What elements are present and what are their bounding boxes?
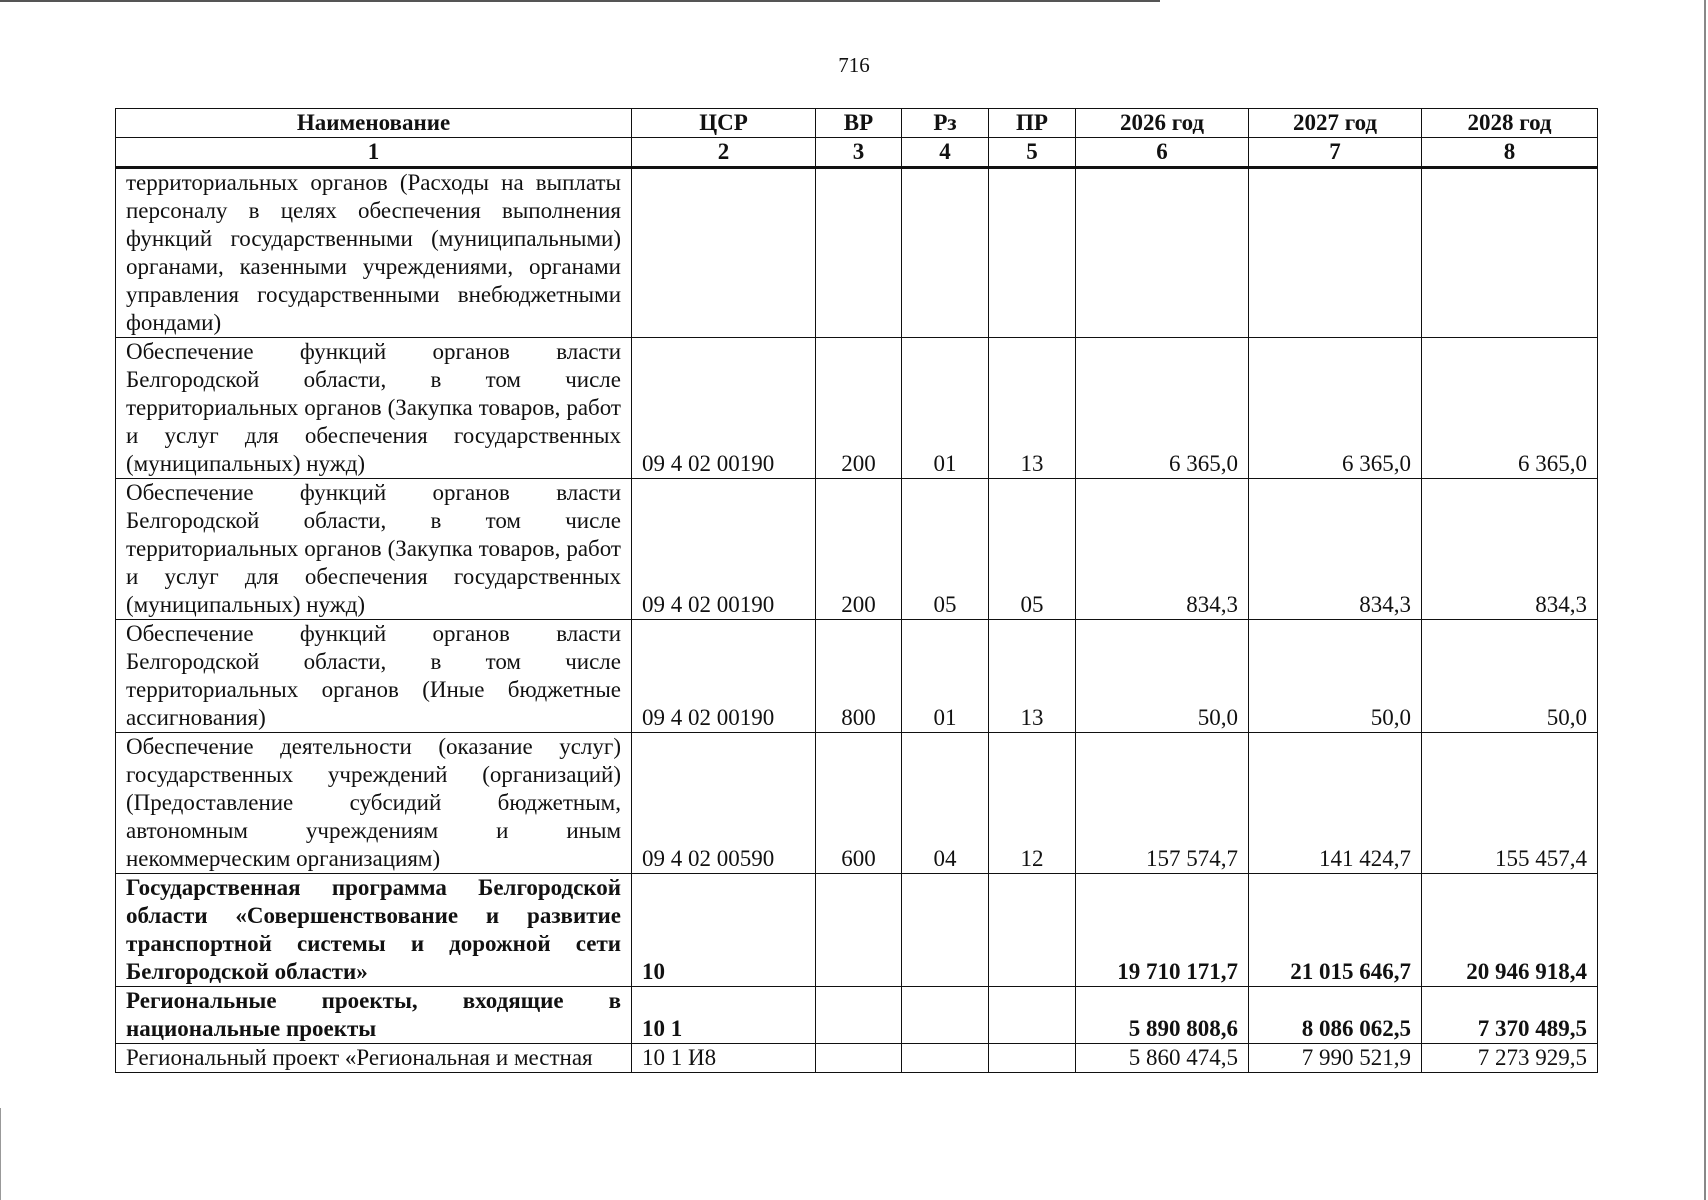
header-2027: 2027 год [1249, 109, 1422, 138]
column-number: 2 [632, 138, 816, 168]
cell-vr: 200 [816, 338, 902, 479]
cell-name: Обеспечение деятельности (оказание услуг) государственных учреждений (организаций) (Предоставление субсидий бюджетным, автономным учреждениям и иным некоммерческим организациям) [116, 733, 632, 874]
cell-pr [989, 874, 1076, 987]
scan-edge-top [0, 0, 1160, 2]
cell-2026: 6 365,0 [1076, 338, 1249, 479]
column-number: 4 [902, 138, 989, 168]
table-row [116, 987, 1598, 1044]
cell-name: территориальных органов (Расходы на выплаты персоналу в целях обеспечения выполнения функций государственными (муниципальными) органами, казенными учреждениями, органами управления государственными внебюджетными фондами) [116, 168, 632, 338]
cell-vr [816, 1044, 902, 1073]
table-row [116, 620, 1598, 733]
cell-2028: 50,0 [1422, 620, 1598, 733]
column-number: 3 [816, 138, 902, 168]
cell-2028: 7 370 489,5 [1422, 987, 1598, 1044]
cell-2027: 834,3 [1249, 479, 1422, 620]
cell-name: Государственная программа Белгородской области «Совершенствование и развитие транспортной системы и дорожной сети Белгородской области» [116, 874, 632, 987]
cell-rz [902, 168, 989, 338]
table-row [116, 168, 1598, 338]
cell-2027: 141 424,7 [1249, 733, 1422, 874]
cell-rz [902, 987, 989, 1044]
cell-2026: 157 574,7 [1076, 733, 1249, 874]
cell-2026: 5 890 808,6 [1076, 987, 1249, 1044]
column-number: 1 [116, 138, 632, 168]
cell-2028: 834,3 [1422, 479, 1598, 620]
column-number: 5 [989, 138, 1076, 168]
table-row [116, 479, 1598, 620]
cell-rz: 01 [902, 620, 989, 733]
column-number: 8 [1422, 138, 1598, 168]
header-name: Наименование [116, 109, 632, 138]
cell-2028 [1422, 168, 1598, 338]
cell-name: Региональный проект «Региональная и местная [116, 1044, 632, 1073]
cell-2027: 21 015 646,7 [1249, 874, 1422, 987]
cell-2026: 5 860 474,5 [1076, 1044, 1249, 1073]
cell-2026: 19 710 171,7 [1076, 874, 1249, 987]
cell-rz: 05 [902, 479, 989, 620]
cell-vr [816, 987, 902, 1044]
cell-rz [902, 874, 989, 987]
cell-vr [816, 168, 902, 338]
header-csr: ЦСР [632, 109, 816, 138]
cell-rz: 04 [902, 733, 989, 874]
table-row [116, 1044, 1598, 1073]
scan-edge-left [0, 1108, 1, 1200]
cell-name: Региональные проекты, входящие в национальные проекты [116, 987, 632, 1044]
cell-2027: 8 086 062,5 [1249, 987, 1422, 1044]
page-number: 716 [838, 53, 870, 77]
column-number: 6 [1076, 138, 1249, 168]
cell-csr: 09 4 02 00190 [632, 338, 816, 479]
cell-pr: 12 [989, 733, 1076, 874]
cell-2027: 6 365,0 [1249, 338, 1422, 479]
header-vr: ВР [816, 109, 902, 138]
scan-edge-right [1704, 0, 1706, 1200]
cell-pr: 05 [989, 479, 1076, 620]
cell-2028: 7 273 929,5 [1422, 1044, 1598, 1073]
cell-2028: 20 946 918,4 [1422, 874, 1598, 987]
cell-vr: 800 [816, 620, 902, 733]
cell-rz [902, 1044, 989, 1073]
header-2026: 2026 год [1076, 109, 1249, 138]
cell-name: Обеспечение функций органов власти Белгородской области, в том числе территориальных органов (Закупка товаров, работ и услуг для обеспечения государственных (муниципальных) нужд) [116, 479, 632, 620]
cell-2028: 155 457,4 [1422, 733, 1598, 874]
budget-table [115, 108, 1598, 1073]
table-row [116, 733, 1598, 874]
cell-vr [816, 874, 902, 987]
cell-csr: 10 1 И8 [632, 1044, 816, 1073]
cell-2026: 50,0 [1076, 620, 1249, 733]
cell-csr: 09 4 02 00590 [632, 733, 816, 874]
cell-2027: 7 990 521,9 [1249, 1044, 1422, 1073]
cell-2027: 50,0 [1249, 620, 1422, 733]
cell-name: Обеспечение функций органов власти Белгородской области, в том числе территориальных органов (Иные бюджетные ассигнования) [116, 620, 632, 733]
cell-pr [989, 987, 1076, 1044]
cell-2028: 6 365,0 [1422, 338, 1598, 479]
cell-pr: 13 [989, 338, 1076, 479]
cell-csr: 09 4 02 00190 [632, 479, 816, 620]
cell-2026 [1076, 168, 1249, 338]
cell-csr: 09 4 02 00190 [632, 620, 816, 733]
cell-vr: 200 [816, 479, 902, 620]
column-number: 7 [1249, 138, 1422, 168]
cell-csr [632, 168, 816, 338]
header-pr: ПР [989, 109, 1076, 138]
cell-rz: 01 [902, 338, 989, 479]
header-2028: 2028 год [1422, 109, 1598, 138]
cell-pr [989, 168, 1076, 338]
cell-name: Обеспечение функций органов власти Белгородской области, в том числе территориальных органов (Закупка товаров, работ и услуг для обеспечения государственных (муниципальных) нужд) [116, 338, 632, 479]
header-row [116, 109, 1598, 138]
cell-pr: 13 [989, 620, 1076, 733]
table-row [116, 338, 1598, 479]
cell-csr: 10 [632, 874, 816, 987]
cell-csr: 10 1 [632, 987, 816, 1044]
table-body [116, 168, 1598, 1073]
header-rz: Рз [902, 109, 989, 138]
column-number-row [116, 138, 1598, 168]
table-row [116, 874, 1598, 987]
cell-vr: 600 [816, 733, 902, 874]
cell-pr [989, 1044, 1076, 1073]
cell-2027 [1249, 168, 1422, 338]
cell-2026: 834,3 [1076, 479, 1249, 620]
